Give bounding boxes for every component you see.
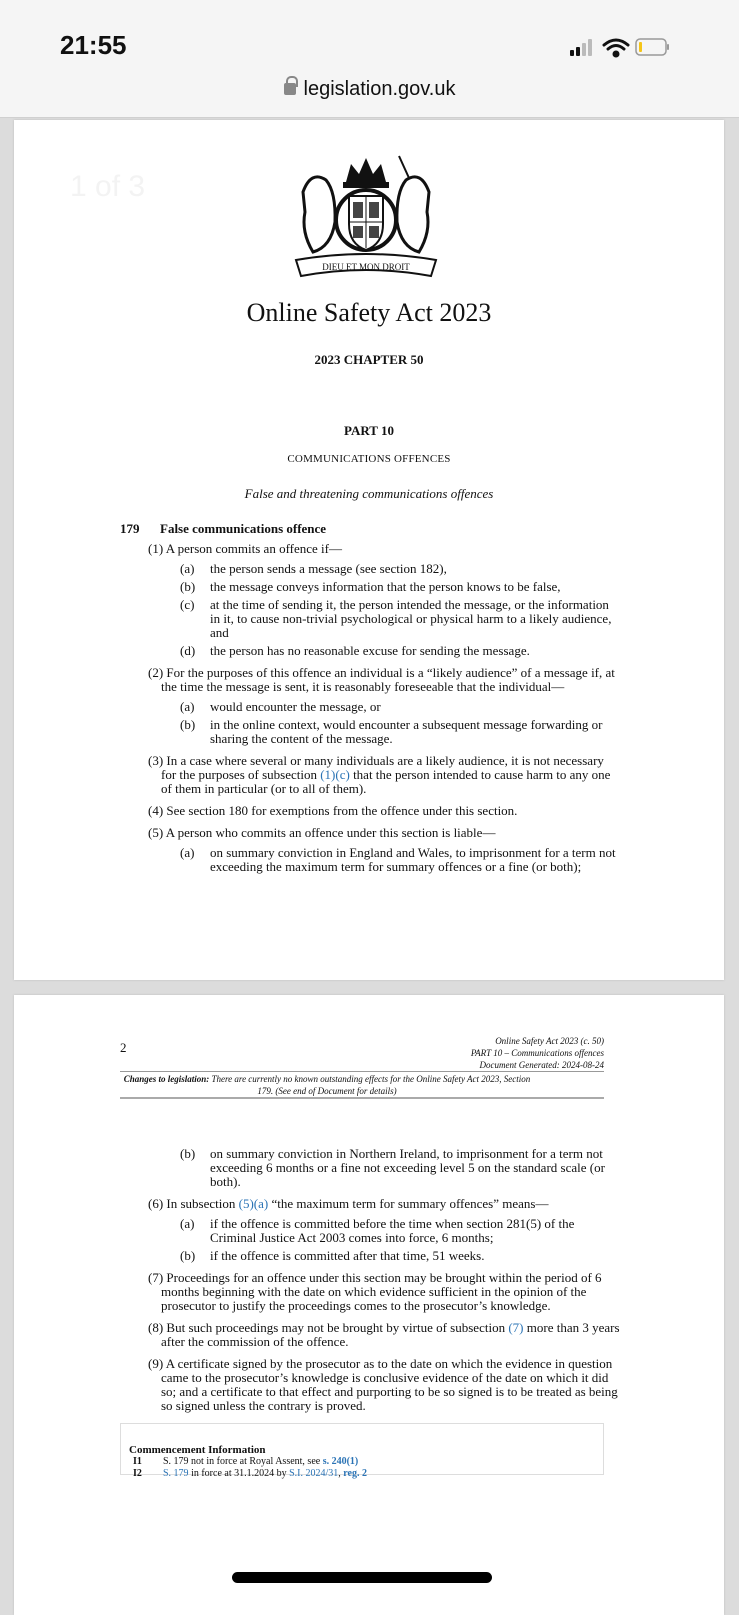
paragraph-b: (b) in the online context, would encounter a subsequent message forwarding or sharing the content of the message. (180, 717, 603, 746)
changes-to-legislation: Changes to legislation: There are currently no known outstanding effects for the Online Safety Act 2023, Section 179. (See end of Document for details) (123, 1074, 531, 1096)
document-title: Online Safety Act 2023 (246, 298, 492, 327)
subsection-link[interactable]: (1)(c) (320, 767, 350, 782)
subsection-8: (8) But such proceedings may not be brought by virtue of subsection (7) more than 3 years after the commission of the offence. (148, 1320, 620, 1349)
address-bar[interactable] (0, 78, 739, 101)
crossheading: False and threatening communications offences (244, 486, 494, 501)
annotation-link[interactable]: reg. 2 (343, 1468, 367, 1479)
document-page-1 (14, 120, 724, 980)
part-number: PART 10 (344, 423, 394, 438)
divider (120, 1071, 604, 1072)
annotation-i1: I1 S. 179 not in force at Royal Assent, see s. 240(1) (133, 1456, 359, 1467)
subsection-3: (3) In a case where several or many individuals are a likely audience, it is not necessary for the purposes of subsection (1)(c) that the person intended to cause harm to any one of them in particular (or to all of them). (148, 753, 611, 796)
paragraph-a: (a) the person sends a message (see section 182), (180, 561, 447, 576)
chapter-number: 2023 CHAPTER 50 (314, 352, 424, 367)
page-indicator: 1 of 3 (70, 170, 146, 203)
commencement-information (120, 1423, 604, 1479)
commencement-heading: Commencement Information (129, 1444, 266, 1456)
paragraph-a: (a) would encounter the message, or (180, 699, 381, 714)
lock-icon (284, 83, 296, 95)
clock: 21:55 (60, 30, 127, 60)
battery-icon (636, 39, 669, 55)
annotation-link[interactable]: S.I. 2024/31 (289, 1468, 339, 1479)
subsection-2: (2) For the purposes of this offence an individual is a “likely audience” of a message if, at the time the message is sent, it is reasonably foreseeable that the individual— (148, 665, 615, 694)
paragraph-b: (b) on summary conviction in Northern Ireland, to imprisonment for a term not exceeding 6 months or a fine not exceeding level 5 on the standard scale (or both). (180, 1146, 605, 1189)
url-text: legislation.gov.uk (303, 78, 456, 100)
paragraph-a: (a) on summary conviction in England and Wales, to imprisonment for a term not exceeding the maximum term for summary offences or a fine (or both); (180, 845, 616, 874)
subsection-4: (4) See section 180 for exemptions from the offence under this section. (148, 803, 518, 818)
page-number: 2 (120, 1040, 127, 1055)
svg-text:DIEU ET MON DROIT: DIEU ET MON DROIT (322, 262, 410, 272)
subsection-link[interactable]: (5)(a) (238, 1196, 269, 1211)
status-bar (0, 0, 739, 118)
running-head: Online Safety Act 2023 (c. 50) PART 10 – Communications offences Document Generated: 2024-08-24 (470, 1036, 604, 1070)
section-179-continued (120, 1147, 620, 1419)
status-icons (570, 38, 690, 62)
annotation-i2: I2 S. 179 in force at 31.1.2024 by S.I. 2024/31, reg. 2 (133, 1468, 367, 1479)
home-indicator[interactable] (232, 1572, 492, 1583)
subsection-6: (6) In subsection (5)(a) “the maximum term for summary offences” means— (148, 1196, 549, 1211)
document-page-2 (14, 995, 724, 1615)
subsection-link[interactable]: (7) (508, 1320, 524, 1335)
paragraph-b: (b) if the offence is committed after that time, 51 weeks. (180, 1248, 485, 1263)
subsection-7: (7) Proceedings for an offence under this section may be brought within the period of 6 months beginning with the date on which evidence sufficient in the opinion of the prosecutor to justify the proceedings comes to the prosecutor’s knowledge. (148, 1270, 602, 1313)
section-179 (120, 522, 620, 878)
subsection-5: (5) A person who commits an offence under this section is liable— (148, 825, 496, 840)
divider (120, 1097, 604, 1099)
paragraph-b: (b) the message conveys information that the person knows to be false, (180, 579, 561, 594)
signal-icon (570, 39, 592, 56)
section-heading: 179 False communications offence (120, 521, 327, 536)
paragraph-c: (c) at the time of sending it, the person intended the message, or the information in it, to cause non-trivial psychological or physical harm to a likely audience, and (180, 597, 612, 640)
royal-coat-of-arms-logo (291, 152, 441, 282)
paragraph-a: (a) if the offence is committed before the time when section 281(5) of the Criminal Justice Act 2003 comes into force, 6 months; (180, 1216, 575, 1245)
subsection-1: (1) A person commits an offence if— (148, 541, 342, 556)
paragraph-d: (d) the person has no reasonable excuse for sending the message. (180, 643, 530, 658)
annotation-link[interactable]: S. 179 (163, 1468, 189, 1479)
subsection-9: (9) A certificate signed by the prosecutor as to the date on which the evidence in question came to the prosecutor’s knowledge is conclusive evidence of the date on which it did so; and a certificate to that effect and purporting to be so signed is to be treated as being so signed unless the contrary is proved. (148, 1356, 618, 1413)
annotation-link[interactable]: s. 240(1) (322, 1456, 359, 1467)
part-title: COMMUNICATIONS OFFENCES (287, 453, 451, 465)
wifi-icon (604, 40, 628, 56)
